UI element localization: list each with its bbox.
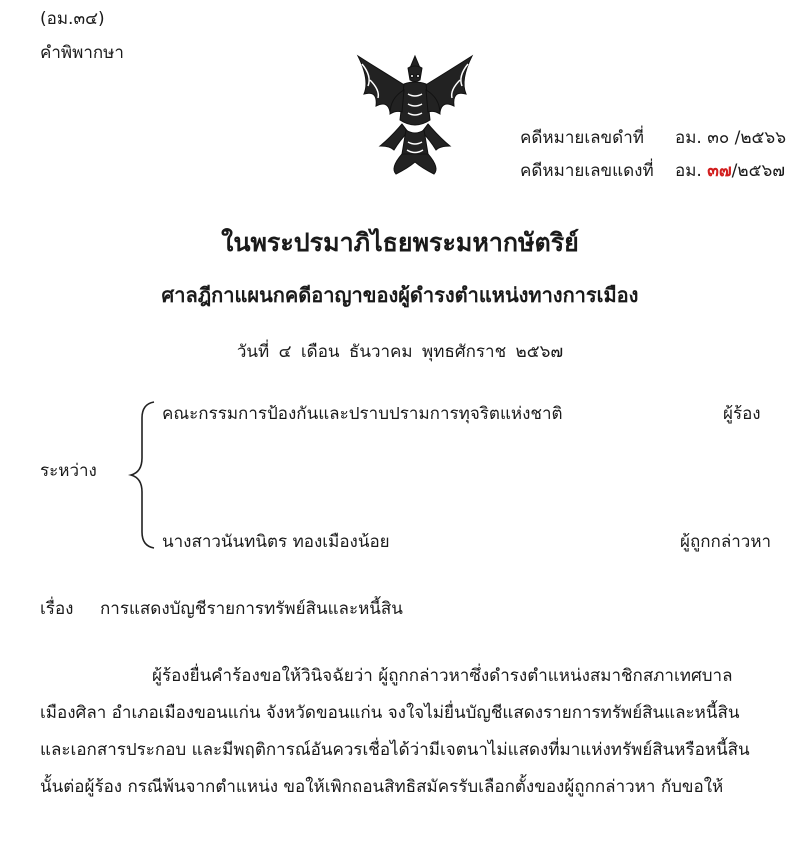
- red-case-number: ๓๗: [707, 161, 732, 181]
- black-case-label: คดีหมายเลขดำที่: [520, 128, 644, 148]
- judgment-date: วันที่ ๔ เดือน ธันวาคม พุทธศักราช ๒๕๖๗: [236, 342, 564, 362]
- garuda-emblem-icon: [350, 50, 480, 180]
- plaintiff-role: ผู้ร้อง: [723, 404, 761, 424]
- form-code: (อม.๓๔): [40, 9, 105, 29]
- body-line: ผู้ร้องยื่นคำร้องขอให้วินิจฉัยว่า ผู้ถูกกล่าวหาซึ่งดำรงตำแหน่งสมาชิกสภาเทศบาล: [152, 666, 733, 686]
- body-line: เมืองศิลา อำเภอเมืองขอนแก่น จังหวัดขอนแก่น จงใจไม่ยื่นบัญชีแสดงรายการทรัพย์สินและหนี้สิน: [40, 703, 740, 723]
- court-title: ศาลฎีกาแผนกคดีอาญาของผู้ดำรงตำแหน่งทางการเมือง: [161, 283, 639, 307]
- left-curly-brace: [128, 400, 158, 550]
- body-line: และเอกสารประกอบ และมีพฤติการณ์อันควรเชื่อได้ว่ามีเจตนาไม่แสดงที่มาแห่งทรัพย์สินหรือหนี้สิน: [40, 740, 750, 760]
- red-case-suffix: /๒๕๖๗: [731, 161, 786, 181]
- defendant-name: นางสาวนันทนิตร ทองเมืองน้อย: [162, 532, 390, 552]
- red-case-number-row: [520, 160, 785, 182]
- plaintiff-name: คณะกรรมการป้องกันและปราบปรามการทุจริตแห่งชาติ: [162, 404, 563, 424]
- between-label: ระหว่าง: [40, 461, 97, 481]
- subject-label: เรื่อง: [40, 599, 74, 619]
- defendant-role: ผู้ถูกกล่าวหา: [680, 532, 772, 552]
- royal-title: ในพระปรมาภิไธยพระมหากษัตริย์: [221, 228, 579, 257]
- body-line: นั้นต่อผู้ร้อง กรณีพ้นจากตำแหน่ง ขอให้เพิกถอนสิทธิสมัครรับเลือกตั้งของผู้ถูกกล่าวหา กับขอให้: [40, 777, 724, 797]
- red-case-prefix: อม.: [675, 161, 702, 181]
- document-type: คำพิพากษา: [40, 43, 124, 63]
- subject-text: การแสดงบัญชีรายการทรัพย์สินและหนี้สิน: [100, 599, 403, 619]
- judgment-body: [40, 665, 785, 813]
- black-case-number-row: [520, 127, 786, 149]
- black-case-value: อม. ๓๐ /๒๕๖๖: [675, 128, 787, 148]
- red-case-label: คดีหมายเลขแดงที่: [520, 161, 654, 181]
